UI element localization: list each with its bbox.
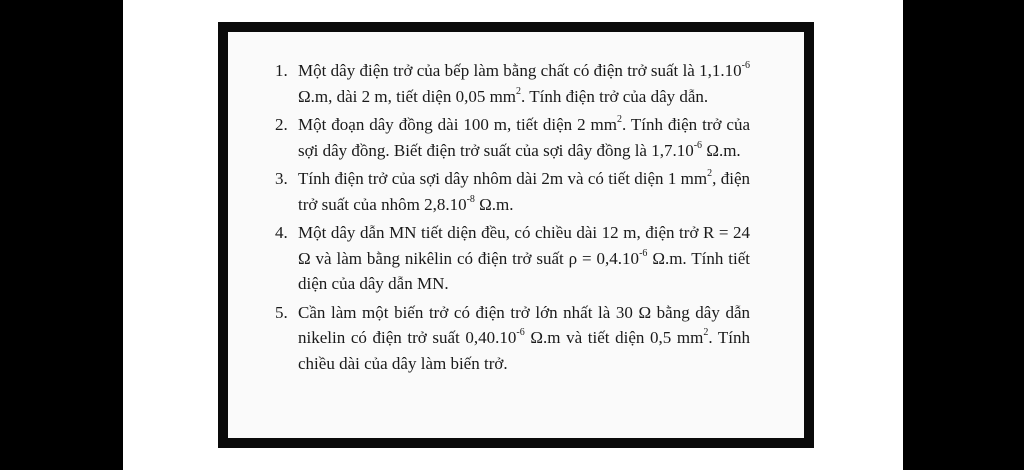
exercise-item — [272, 220, 750, 297]
exercise-item — [272, 300, 750, 377]
exercise-text — [298, 61, 750, 106]
text-run: . Tính điện trở của sợi dây đồng. Biết điện trở suất của sợi dây đồng là 1,7.10 — [298, 115, 750, 160]
text-run: Một dây dẫn MN tiết diện đều, có chiều dài 12 m, điện trở R = 24 Ω và làm bằng nikêlin có điện trở suất ρ = 0,4.10 — [298, 223, 750, 268]
superscript: -6 — [639, 247, 648, 259]
text-run: Tính điện trở của sợi dây nhôm dài 2m và có tiết diện 1 mm — [298, 169, 708, 188]
text-run: Một dây điện trở của bếp làm bằng chất có điện trở suất là 1,1.10 — [298, 61, 742, 80]
text-run: Một đoạn dây đồng dài 100 m, tiết diện 2 mm — [298, 115, 617, 134]
text-run: , điện trở suất của nhôm 2,8.10 — [298, 169, 750, 214]
exercise-text — [298, 303, 750, 373]
text-run: Ω.m và tiết diện 0,5 mm — [524, 328, 704, 347]
text-run: . Tính chiều dài của dây làm biến trở. — [298, 328, 750, 373]
text-run: Ω.m. — [474, 194, 514, 214]
text-run: Cần làm một biến trở có điện trở lớn nhất là 30 Ω bằng dây dẫn nikelin có điện trở suất 0,40.10 — [298, 302, 750, 347]
exercise-text — [298, 223, 750, 293]
superscript: 2 — [707, 168, 713, 180]
superscript: -6 — [693, 139, 703, 151]
text-run: . Tính điện trở của dây dẫn. — [521, 86, 709, 106]
exercise-number: 1. — [275, 61, 288, 80]
exercise-text — [298, 169, 750, 214]
superscript: -6 — [516, 327, 525, 339]
exercise-text — [298, 115, 750, 160]
exercise-number: 2. — [275, 115, 288, 134]
exercise-item — [272, 166, 750, 217]
text-run: Ω.m. — [702, 140, 741, 160]
exercise-list — [272, 58, 750, 379]
superscript: -8 — [466, 193, 475, 205]
superscript: -6 — [741, 60, 750, 72]
exercise-item — [272, 112, 750, 163]
text-run: Ω.m, dài 2 m, tiết diện 0,05 mm — [298, 86, 517, 106]
superscript: 2 — [703, 327, 709, 339]
exercise-number: 3. — [275, 169, 288, 188]
exercise-number: 5. — [275, 302, 288, 322]
superscript: 2 — [516, 85, 522, 97]
exercise-item — [272, 58, 750, 109]
superscript: 2 — [616, 114, 622, 126]
text-run: Ω.m. Tính tiết diện của dây dẫn MN. — [298, 248, 751, 293]
exercise-number: 4. — [275, 223, 288, 242]
